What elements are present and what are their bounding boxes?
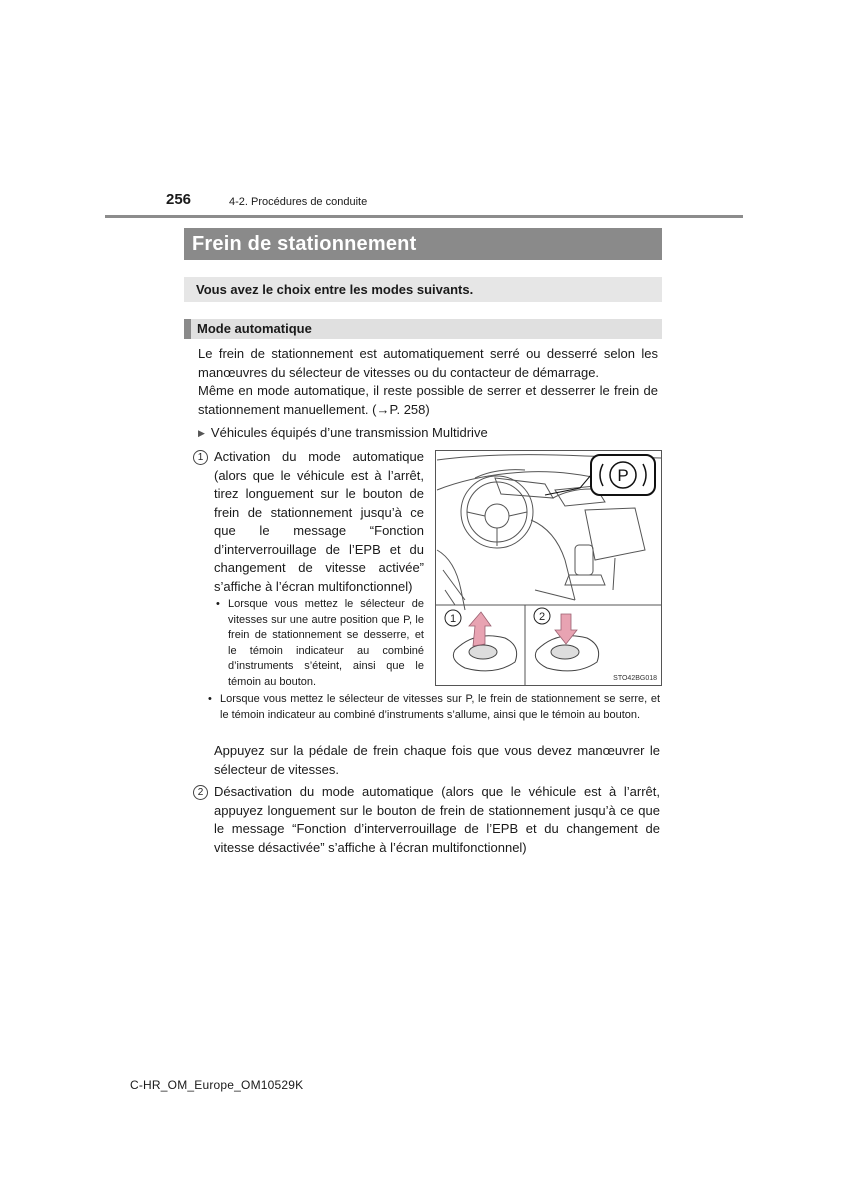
illustration-svg	[435, 450, 662, 686]
body-paragraph-2: Même en mode automatique, il reste possible de serrer et desserrer le frein de stationnement manuellement. (→P. 258)	[198, 383, 658, 417]
intro-box: Vous avez le choix entre les modes suivants.	[184, 277, 662, 302]
step-2-text: Désactivation du mode automatique (alors que le véhicule est à l’arrêt, appuyez longuement sur le bouton de frein de stationnement jusqu’à ce que le message “Fonction d’interverrouillage de l’EPB et du changement de vitesse désactivée” s’affiche à l’écran multifonctionnel)	[214, 784, 660, 855]
bullet-dot-icon: •	[216, 598, 220, 610]
body-paragraph-3: Appuyez sur la pédale de frein chaque fois que vous devez manœuvrer le sélecteur de vitesses.	[214, 743, 660, 777]
bullet-dot-icon: •	[208, 693, 212, 705]
step-number-1: 1	[193, 450, 208, 465]
step-1-bullet-1	[216, 597, 424, 690]
panel-1-number: 1	[449, 613, 457, 625]
header-rule	[105, 215, 743, 218]
bullet-text: Lorsque vous mettez le sélecteur de vitesses sur une autre position que P, le frein de stationnement se desserre, et le témoin indicateur au combiné d’instruments s’éteint, ainsi que le témoin au bouton.	[228, 598, 424, 688]
body-paragraph-1: Le frein de stationnement est automatiquement serré ou desserré selon les manœuvres du sélecteur de vitesses ou du contacteur de démarrage.	[198, 346, 658, 380]
bullet-text: Lorsque vous mettez le sélecteur de vitesses sur P, le frein de stationnement se serre, et le témoin indicateur au combiné d’instruments s’allume, ainsi que le témoin au bouton.	[220, 693, 660, 721]
footer-doc-id: C-HR_OM_Europe_OM10529K	[130, 1078, 304, 1092]
section-heading: Mode automatique	[184, 319, 662, 339]
step-1-text: Activation du mode automatique (alors que le véhicule est à l’arrêt, tirez longuement sur le bouton de frein de stationnement jusqu’à ce que le message “Fonction d’interverrouillage de l’EPB et du changement de vitesse activée” s’affiche à l’écran multifonctionnel)	[214, 449, 424, 594]
panel-2-number: 2	[538, 611, 546, 623]
triangle-bullet-icon: ▶	[198, 428, 205, 438]
breadcrumb: 4-2. Procédures de conduite	[229, 196, 368, 208]
p-letter: P	[617, 466, 629, 485]
vehicle-condition	[198, 424, 638, 442]
illustration-code: STO42BG018	[613, 675, 657, 682]
parking-brake-illustration	[435, 450, 662, 686]
step-1-bullet-2	[208, 692, 660, 723]
vehicle-condition-text: Véhicules équipés d’une transmission Multidrive	[210, 425, 488, 440]
page-title: Frein de stationnement	[184, 228, 662, 260]
page-number: 256	[166, 191, 192, 208]
step-number-2: 2	[193, 785, 208, 800]
